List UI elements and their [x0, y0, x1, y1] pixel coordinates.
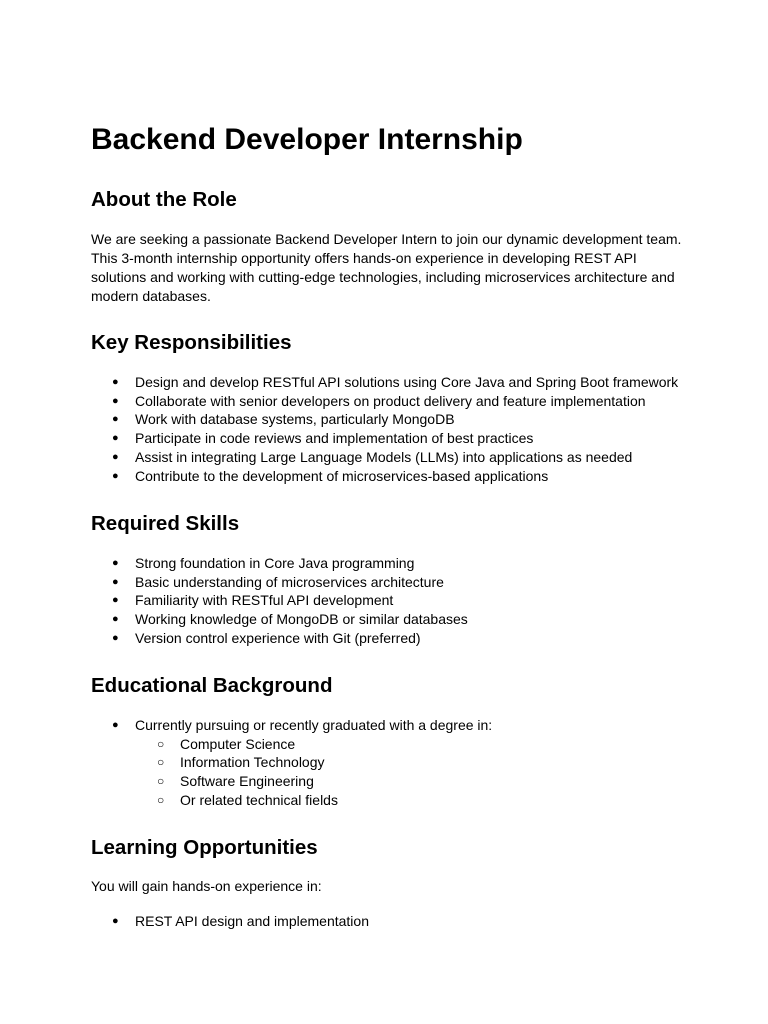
sublist-item: [135, 735, 492, 754]
list-item: [91, 467, 678, 486]
list-item-text: Currently pursuing or recently graduated with a degree in:: [135, 717, 493, 733]
bullet-icon: ●: [112, 469, 119, 482]
sublist-item: [135, 772, 492, 791]
hollow-bullet-icon: ○: [157, 736, 165, 751]
education-list: [91, 716, 492, 810]
section-heading-learning: Learning Opportunities: [91, 836, 318, 859]
sublist-item-text: Information Technology: [180, 754, 325, 771]
responsibilities-list: [91, 373, 678, 485]
bullet-icon: ●: [112, 631, 119, 644]
list-item-text: Assist in integrating Large Language Models (LLMs) into applications as needed: [135, 448, 633, 465]
bullet-icon: ●: [112, 376, 119, 388]
list-item: [91, 392, 678, 411]
bullet-icon: ●: [112, 719, 119, 731]
list-item-text: Work with database systems, particularly MongoDB: [135, 411, 455, 428]
about-line: This 3-month internship opportunity offers hands-on experience in developing REST API: [91, 250, 637, 266]
bullet-icon: ●: [112, 613, 119, 626]
list-item-text: Strong foundation in Core Java programming: [135, 555, 415, 571]
section-heading-responsibilities: Key Responsibilities: [91, 331, 292, 354]
list-item: [91, 448, 678, 467]
list-item: [91, 410, 678, 429]
section-heading-about: About the Role: [91, 188, 237, 211]
list-item: [91, 629, 468, 648]
hollow-bullet-icon: ○: [157, 755, 165, 770]
list-item: [91, 912, 369, 931]
bullet-icon: ●: [112, 432, 119, 445]
list-item-text: Collaborate with senior developers on product delivery and feature implementation: [135, 392, 646, 409]
section-heading-skills: Required Skills: [91, 512, 240, 535]
list-item-text: Design and develop RESTful API solutions using Core Java and Spring Boot framework: [135, 374, 679, 390]
list-item: [91, 573, 468, 592]
list-item-text: Familiarity with RESTful API development: [135, 592, 394, 609]
sublist-item: [135, 791, 492, 810]
list-item-text: REST API design and implementation: [135, 913, 369, 929]
bullet-icon: ●: [112, 915, 119, 927]
about-line: modern databases.: [91, 288, 211, 304]
bullet-icon: ●: [112, 557, 119, 569]
bullet-icon: ●: [112, 450, 119, 463]
list-item: [91, 554, 468, 573]
list-item: [91, 373, 678, 392]
about-line: solutions and working with cutting-edge technologies, including microservices architecture and: [91, 269, 675, 285]
hollow-bullet-icon: ○: [157, 774, 165, 789]
sublist-item-text: Or related technical fields: [180, 791, 338, 808]
sublist-item-text: Software Engineering: [180, 773, 314, 790]
bullet-icon: ●: [112, 594, 119, 607]
hollow-bullet-icon: ○: [157, 792, 165, 807]
learning-intro: You will gain hands-on experience in:: [91, 878, 322, 894]
skills-list: [91, 554, 468, 648]
list-item: [91, 716, 492, 810]
section-heading-education: Educational Background: [91, 674, 333, 697]
list-item-text: Working knowledge of MongoDB or similar databases: [135, 611, 468, 628]
list-item-text: Participate in code reviews and implementation of best practices: [135, 430, 534, 447]
list-item: [91, 591, 468, 610]
list-item-text: Contribute to the development of microservices-based applications: [135, 467, 549, 484]
sublist-item: [135, 753, 492, 772]
degree-sublist: [135, 735, 492, 810]
list-item: [91, 429, 678, 448]
learning-list: [91, 912, 369, 931]
bullet-icon: ●: [112, 413, 119, 426]
sublist-item-text: Computer Science: [180, 735, 296, 752]
list-item-text: Basic understanding of microservices architecture: [135, 573, 444, 590]
document-title: Backend Developer Internship: [91, 123, 523, 156]
about-line: We are seeking a passionate Backend Developer Intern to join our dynamic development team.: [91, 231, 682, 247]
list-item-text: Version control experience with Git (preferred): [135, 629, 421, 646]
bullet-icon: ●: [112, 575, 119, 588]
bullet-icon: ●: [112, 394, 119, 407]
list-item: [91, 610, 468, 629]
about-paragraph: [91, 230, 691, 306]
